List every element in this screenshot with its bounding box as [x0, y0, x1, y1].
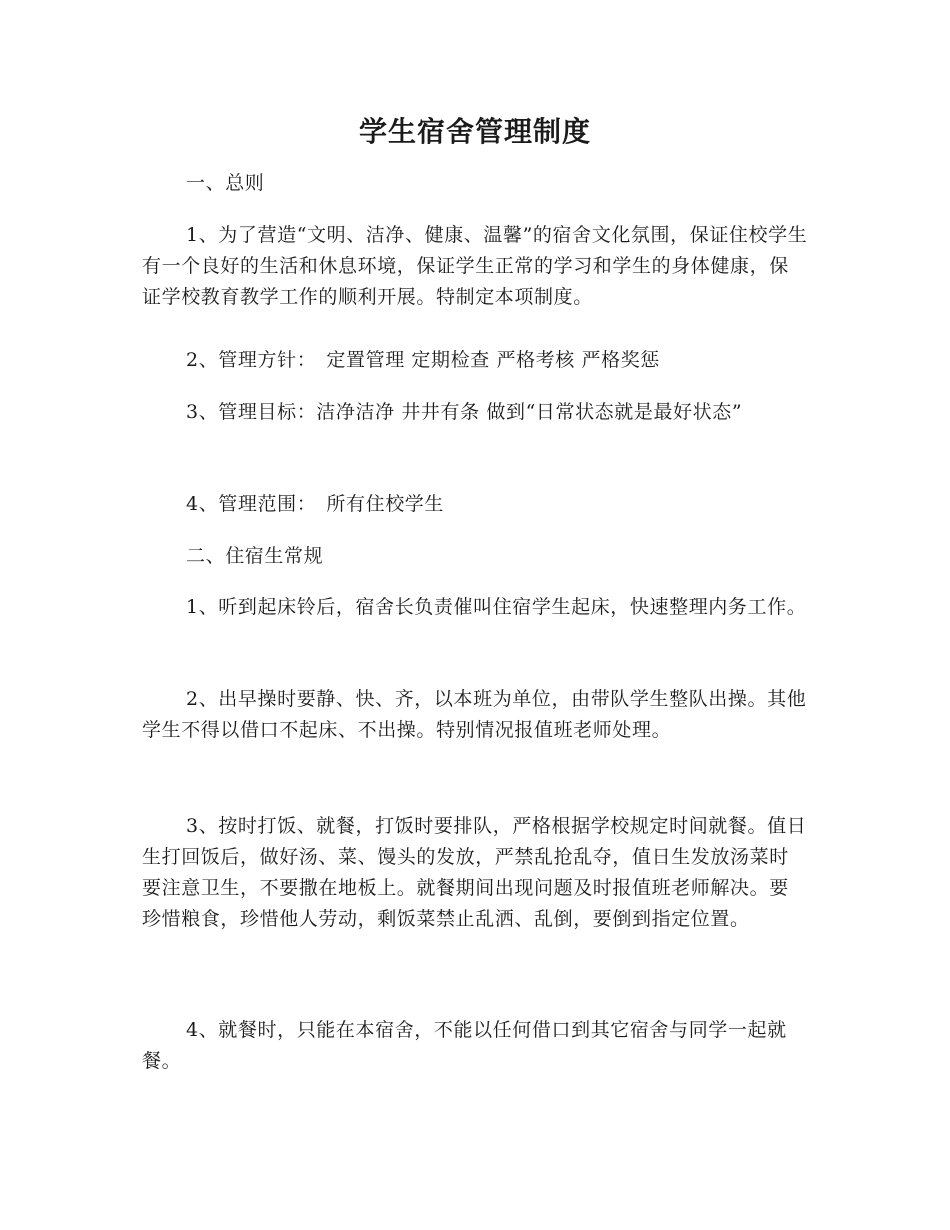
section-heading-general: 一、总则 — [186, 172, 265, 194]
paragraph-general-2: 2、管理方针： 定置管理 定期检查 严格考核 严格奖惩 — [186, 349, 660, 371]
document-title: 学生宿舍管理制度 — [358, 115, 591, 148]
paragraph-residents-1: 1、听到起床铃后，宿舍长负责催叫住宿学生起床，快速整理内务工作。 — [186, 596, 807, 618]
paragraph-general-3: 3、管理目标：洁净洁净 井井有条 做到“日常状态就是最好状态” — [186, 401, 743, 423]
paragraph-general-1: 1、为了营造“文明、洁净、健康、温馨”的宿舍文化氛围，保证住校学生有一个良好的生活和休息环境，保证学生正常的学习和学生的身体健康，保证学校教育教学工作的顺利开展。特制定本项制度。 — [142, 224, 808, 308]
section-heading-residents: 二、住宿生常规 — [186, 545, 324, 567]
paragraph-residents-4: 4、就餐时，只能在本宿舍，不能以任何借口到其它宿舍与同学一起就餐。 — [142, 1019, 787, 1072]
paragraph-general-4: 4、管理范围： 所有住校学生 — [186, 493, 444, 515]
paragraph-residents-2: 2、出早操时要静、快、齐，以本班为单位，由带队学生整队出操。其他学生不得以借口不起床、不出操。特别情况报值班老师处理。 — [142, 688, 807, 741]
paragraph-residents-3: 3、按时打饭、就餐，打饭时要排队，严格根据学校规定时间就餐。值日生打回饭后，做好汤、菜、馒头的发放，严禁乱抢乱夺，值日生发放汤菜时要注意卫生，不要撒在地板上。就餐期间出现问题及时报值班老师解决。要珍惜粮食，珍惜他人劳动，剩饭菜禁止乱洒、乱倒，要倒到指定位置。 — [142, 815, 807, 930]
